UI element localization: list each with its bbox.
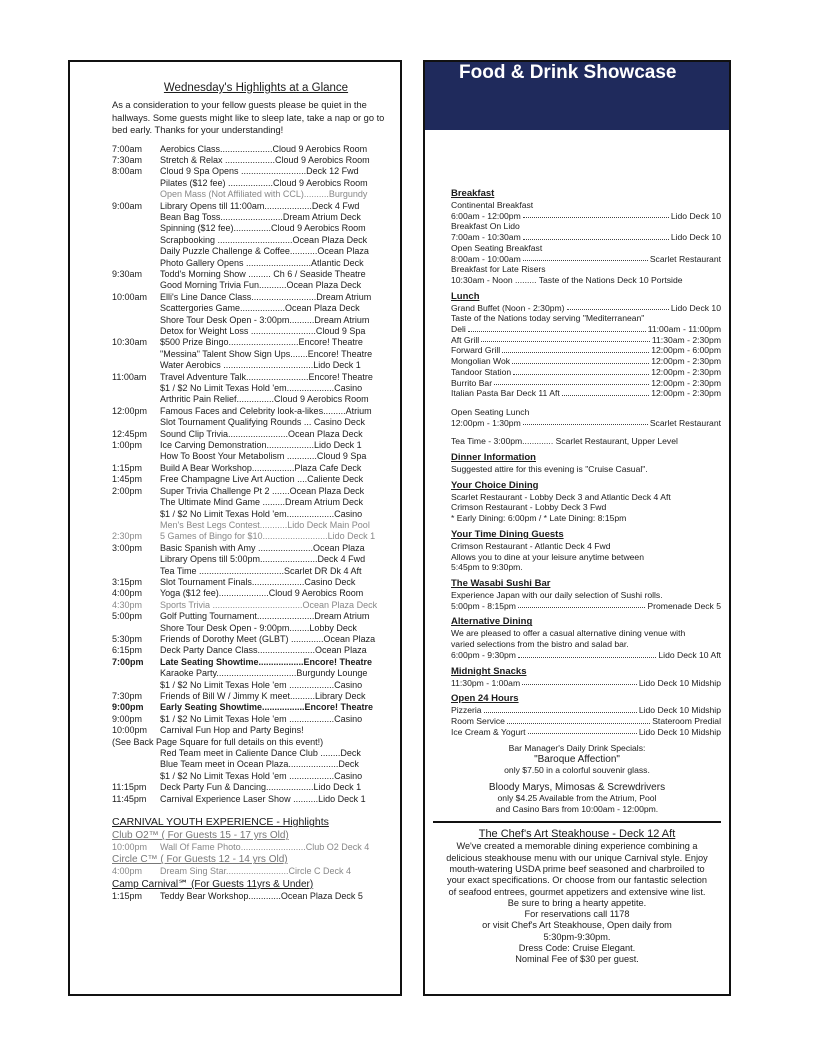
steakhouse-fee: Nominal Fee of $30 per guest. [515,954,639,965]
event-text: The Ultimate Mind Game .........Dream Atrium Deck [160,497,364,508]
event-time: 11:00am [112,371,147,382]
schedule-row [112,691,400,702]
event-time: 7:00pm [112,656,144,667]
section-text: Continental Breakfast [451,200,534,210]
section-line [451,335,721,346]
event-time [112,189,160,200]
event-time [112,771,160,782]
event-time [112,520,160,531]
event-text: Photo Gallery Opens ..........................Atlantic Deck [160,257,364,268]
schedule-row [112,212,400,223]
schedule-row [112,520,400,531]
schedule-row [112,566,400,577]
line-label: 11:30pm - 1:00am [451,677,521,688]
event-time: 9:00am [112,200,143,211]
section-line [451,303,721,314]
section-line [451,232,721,243]
line-value: Lido Deck 10 Midship [638,705,721,716]
schedule-row [112,842,400,853]
event-text: Free Champagne Live Art Auction ....Caliente Deck [160,474,364,485]
schedule-row [112,782,400,793]
schedule-row [112,280,400,291]
schedule-row [112,531,400,542]
event-text: Dream Sing Star.........................Circle C Deck 4 [160,866,352,877]
line-label: 6:00am - 12:00pm [451,210,521,221]
schedule-row [112,509,400,520]
event-text: Golf Putting Tournament.......................Dream Atrium [160,611,370,622]
section-title: Lunch [451,290,480,302]
schedule-row [112,668,400,679]
event-text: Carnival Experience Laser Show ..........Lido Deck 1 [160,793,366,804]
event-text: Shore Tour Desk Open - 9:00pm........Lobby Deck [160,622,357,633]
schedule-row [112,451,400,462]
line-value: 12:00pm - 6:00pm [651,345,721,356]
line-label: 6:00pm - 9:30pm [451,649,516,660]
schedule-row [112,611,400,622]
bloody-line-2: and Casino Bars from 10:00am - 12:00pm. [495,804,659,815]
section-line [451,345,721,356]
event-text: Library Opens till 11:00am...................Deck 4 Fwd [160,200,360,211]
section-text: Allows you to dine at your leisure anytime between [451,551,644,562]
section-text: Breakfast for Late Risers [451,264,546,275]
schedule-row [112,623,400,634]
event-text: Sound Clip Trivia........................Ocean Plaza Deck [160,428,363,439]
event-time: 11:15pm [112,782,147,793]
section-line [451,211,721,222]
schedule-row [112,771,400,782]
schedule-row [112,372,400,383]
line-value: Lido Deck 10 [670,210,721,221]
event-time [112,759,160,770]
event-time [112,748,160,759]
food-drink-panel [423,60,731,996]
event-time: 5:00pm [112,611,143,622]
schedule-row [112,246,400,257]
event-time: 7:30pm [112,691,143,701]
schedule-row [112,429,400,440]
event-text: Daily Puzzle Challenge & Coffee...........Ocean Plaza [160,246,369,257]
section-line [451,727,721,738]
schedule-row [112,486,400,497]
line-value: Lido Deck 10 Midship [638,726,721,737]
event-text: Aerobics Class.....................Cloud 9 Aerobics Room [160,143,368,154]
event-text: Stretch & Relax ....................Cloud 9 Aerobics Room [160,154,370,165]
section-text: Experience Japan with our daily selection of Sushi rolls. [451,589,663,600]
line-value: 11:30am - 2:30pm [651,334,721,345]
event-time [112,212,160,223]
event-text: Super Trivia Challenge Pt 2 .......Ocean Plaza Deck [160,485,365,496]
event-text: Detox for Weight Loss ..........................Cloud 9 Spa [160,326,366,336]
schedule-row [112,748,400,759]
event-time [112,235,160,246]
event-time: 9:00pm [112,713,143,724]
line-value: Lido Deck 10 [670,232,721,243]
schedule-row [112,417,400,428]
section-line [451,378,721,389]
line-label: 8:00am - 10:00am [451,253,521,264]
schedule-row [112,588,400,599]
line-value: Lido Deck 10 Midship [638,677,721,688]
event-text: Library Opens till 5:00pm.......................Deck 4 Fwd [160,554,366,565]
highlights-intro: As a consideration to your fellow guests please be quiet in the hallways. Some guests might like to sleep late, take a nap or go to bed early. Thanks for your understanding! [112,100,385,135]
schedule-row [112,406,400,417]
schedule-row [112,474,400,485]
schedule-row [112,223,400,234]
event-time: 10:00pm [112,725,148,736]
event-text: Slot Tournament Qualifying Rounds ... Casino Deck [160,417,365,428]
event-text: Open Mass (Not Affiliated with CCL)..........Burgundy [160,189,368,200]
section-text: Open Seating Breakfast [451,242,543,253]
line-label: 7:00am - 10:30am [451,232,521,243]
event-time: 5:30pm [112,633,143,644]
schedule-row [112,303,400,314]
event-time: 2:00pm [112,485,143,496]
section-title: Open 24 Hours [451,693,519,705]
section-text: 5:45pm to 9:30pm. [451,562,523,573]
event-time: 4:30pm [112,599,143,610]
line-label: Room Service [451,715,505,726]
drink-price: only $7.50 in a colorful souvenir glass. [504,765,650,776]
schedule-row [112,702,400,713]
line-label: Grand Buffet (Noon - 2:30pm) [451,302,565,313]
event-text: Carnival Fun Hop and Party Begins! [160,725,304,736]
event-time: 8:00am [112,166,143,177]
section-line [451,254,721,265]
schedule-row [112,600,400,611]
event-time [112,394,160,405]
line-value: 12:00pm - 2:30pm [651,377,721,388]
event-time: 10:00pm [112,842,148,853]
line-value: 12:00pm - 2:30pm [651,388,721,399]
line-value: 11:00am - 11:00pm [647,324,721,335]
event-time [112,509,160,520]
event-time: 3:15pm [112,576,143,587]
schedule-row [112,543,400,554]
schedule-row [112,201,400,212]
steakhouse-visit: or visit Chef's Art Steakhouse, Open daily from [482,920,672,931]
event-text: $1 / $2 No Limit Texas Hold 'em...................Casino [160,508,363,519]
line-label: 5:00pm - 8:15pm [451,600,516,611]
steakhouse-reservations: For reservations call 1178 [524,909,630,920]
event-time: 10:00am [112,291,148,302]
showcase-header-band [425,62,729,130]
section-line [451,678,721,689]
event-text: Red Team meet in Caliente Dance Club ........Deck [160,748,361,759]
section-line [451,705,721,716]
event-text: Ice Carving Demonstration...................Lido Deck 1 [160,440,362,451]
event-text: Todd's Morning Show ......... Ch 6 / Seaside Theatre [160,268,366,279]
event-text: Spinning ($12 fee)...............Cloud 9 Aerobics Room [160,223,366,234]
line-label: Tandoor Station [451,366,512,377]
section-title: Alternative Dining [451,616,533,628]
schedule-row [112,725,400,736]
steakhouse-hours: 5:30pm-9:30pm. [543,931,611,942]
line-label: Italian Pasta Bar Deck 11 Aft [451,388,560,399]
event-time [112,554,160,565]
event-time: 4:00pm [112,588,143,599]
showcase-title: Food & Drink Showcase [459,62,677,83]
section-text: Suggested attire for this evening is "Cruise Casual". [451,464,648,475]
line-label: Mongolian Wok [451,356,511,367]
event-text: Men's Best Legs Contest...........Lido Deck Main Pool [160,519,370,530]
event-time: 10:30am [112,337,148,348]
bloody-title: Bloody Marys, Mimosas & Screwdrivers [488,782,666,794]
schedule-row [112,866,400,877]
schedule-row [112,383,400,394]
schedule-row [112,326,400,337]
section-title: Your Time Dining Guests [451,528,564,540]
section-text: Tea Time - 3:00pm............. Scarlet Restaurant, Upper Level [451,436,678,447]
event-time: 12:00pm [112,405,148,416]
event-time: 6:15pm [112,645,143,656]
event-text: Basic Spanish with Amy ......................Ocean Plaza [160,542,365,553]
event-time: 9:30am [112,268,143,279]
schedule-row [112,315,400,326]
schedule-row [112,440,400,451]
event-text: Friends of Dorothy Meet (GLBT) .............Ocean Plaza [160,633,376,644]
event-text: Friends of Bill W / Jimmy K meet..........Library Deck [160,691,366,701]
event-text: $1 / $2 No Limit Texas Hold 'em ..................Casino [160,770,363,781]
schedule-row [112,794,400,805]
schedule-row [112,657,400,668]
event-time [112,178,160,189]
event-text: Arthritic Pain Relief...............Cloud 9 Aerobics Room [160,394,369,405]
divider [433,821,721,823]
line-value: 12:00pm - 2:30pm [651,366,721,377]
steakhouse-text: We've created a memorable dining experience combining a delicious steakhouse menu with our unique Carnival style. Enjoy mouth-watering USDA prime beef seasoned and charbroiled to your exact specifications. Or choose from our fantastic selection of seafood entrees, gourmet appetizers and extensive wine list. Be sure to bring a hearty appetite. [446,841,708,908]
event-time: 11:45pm [112,793,147,804]
highlights-title: Wednesday's Highlights at a Glance [163,82,349,94]
section-text: Crimson Restaurant - Atlantic Deck 4 Fwd [451,540,611,551]
schedule-row [112,349,400,360]
line-label: Pizzeria [451,705,482,716]
line-value: Stateroom Predial [652,715,721,726]
event-text: 5 Games of Bingo for $10..........................Lido Deck 1 [160,531,376,542]
section-title: Dinner Information [451,452,536,464]
schedule-row [112,497,400,508]
event-time [112,497,160,508]
youth-title: CARNIVAL YOUTH EXPERIENCE - Highlights [112,816,329,829]
line-value: Lido Deck 10 Aft [658,649,721,660]
event-time: 9:00pm [112,702,144,713]
schedule-row [112,155,400,166]
section-line [451,716,721,727]
bar-specials-title: Bar Manager's Daily Drink Specials: [508,743,646,754]
highlights-panel [68,60,402,996]
event-text: Sports Trivia ....................................Ocean Plaza Deck [160,599,378,610]
line-label: Ice Cream & Yogurt [451,726,526,737]
event-time [112,315,160,326]
bloody-line-1: only $4.25 Available from the Atrium, Pool [497,793,657,804]
event-time: 2:30pm [112,531,143,542]
schedule-row [112,269,400,280]
schedule-row [112,258,400,269]
line-label: Forward Grill [451,345,501,356]
event-time [112,258,160,269]
line-label: Deli [451,324,466,335]
event-text: $1 / $2 No Limit Texas Hold 'em...................Casino [160,383,363,394]
line-value: Lido Deck 10 [670,302,721,313]
event-time [112,360,160,371]
event-time [112,349,160,360]
section-title: Breakfast [451,188,495,199]
schedule-note: (See Back Page Square for full details on this event!) [112,736,324,747]
drink-name: "Baroque Affection" [534,754,620,766]
schedule-row [112,189,400,200]
event-time [112,566,160,577]
section-line [451,601,721,612]
schedule-row [112,714,400,725]
event-text: Tea Time ..................................Scarlet DR Dk 4 Aft [160,565,362,576]
section-text: varied selections from the bistro and salad bar. [451,639,629,650]
schedule-list [112,144,400,806]
schedule-row [112,891,400,902]
event-text: $1 / $2 No Limit Texas Hole 'em ..................Casino [160,713,363,724]
section-title: Your Choice Dining [451,479,539,491]
schedule-row [112,360,400,371]
section-text: Taste of the Nations today serving "Mediterranean" [451,313,645,324]
event-text: "Messina" Talent Show Sign Ups.......Encore! Theatre [160,348,373,359]
event-text: Scrapbooking ..............................Ocean Plaza Deck [160,234,368,245]
steakhouse-title: The Chef's Art Steakhouse - Deck 12 Aft [478,828,676,841]
event-time: 3:00pm [112,542,143,553]
section-line [451,388,721,399]
event-time [112,668,160,679]
event-text: Famous Faces and Celebrity look-a-likes.........Atrium [160,405,372,416]
circle-c-heading: Circle C™ ( For Guests 12 - 14 yrs Old) [112,854,288,866]
event-text: Scattergories Game..................Ocean Plaza Deck [160,303,360,314]
steakhouse-box [433,827,721,965]
event-text: Water Aerobics ....................................Lido Deck 1 [160,360,361,371]
steakhouse-dress-code: Dress Code: Cruise Elegant. [518,942,636,953]
event-time [112,280,160,291]
event-time: 7:30am [112,154,143,165]
section-line [451,650,721,661]
event-text: Teddy Bear Workshop.............Ocean Plaza Deck 5 [160,890,363,901]
event-time [112,623,160,634]
section-line [451,367,721,378]
event-time [112,223,160,234]
event-text: Early Seating Showtime.................Encore! Theatre [160,702,374,713]
event-text: Cloud 9 Spa Opens ..........................Deck 12 Fwd [160,166,359,177]
event-time: 1:45pm [112,474,143,485]
line-value: Promenade Deck 5 [647,600,721,611]
event-text: Late Seating Showtime..................Encore! Theatre [160,656,373,667]
line-label: 12:00pm - 1:30pm [451,417,521,428]
event-text: Pilates ($12 fee) ..................Cloud 9 Aerobics Room [160,177,368,188]
schedule-row [112,292,400,303]
event-time [112,246,160,257]
section-title: The Wasabi Sushi Bar [451,577,551,589]
event-text: Shore Tour Desk Open - 3:00pm..........Dream Atrium [160,314,370,325]
section-text: 10:30am - Noon ......... Taste of the Nations Deck 10 Portside [451,274,683,285]
event-time: 1:15pm [112,890,143,901]
section-line [451,418,721,429]
schedule-row [112,577,400,588]
schedule-row [112,759,400,770]
event-time: 12:45pm [112,428,148,439]
event-text: Blue Team meet in Ocean Plaza....................Deck [160,759,359,770]
event-text: Bean Bag Toss.........................Dream Atrium Deck [160,211,361,222]
event-text: $1 / $2 No Limit Texas Hole 'em ..................Casino [160,679,363,690]
club-o2-heading: Club O2™ ( For Guests 15 - 17 yrs Old) [112,830,289,842]
line-label: Aft Grill [451,334,480,345]
event-text: How To Boost Your Metabolism ............Cloud 9 Spa [160,451,367,462]
schedule-row [112,166,400,177]
camp-carnival-heading: Camp Carnival℠ (For Guests 11yrs & Under) [112,878,314,890]
section-text: * Early Dining: 6:00pm / * Late Dining: 8:15pm [451,513,627,524]
schedule-row [112,645,400,656]
section-text: Crimson Restaurant - Lobby Deck 3 Fwd [451,502,607,513]
line-value: Scarlet Restaurant [649,417,721,428]
schedule-row [112,235,400,246]
schedule-row [112,178,400,189]
section-text: We are pleased to offer a casual alternative dining venue with [451,628,686,639]
event-text: Yoga ($12 fee)....................Cloud 9 Aerobics Room [160,588,364,599]
section-text: Open Seating Lunch [451,406,530,417]
event-text: Deck Party Fun & Dancing...................Lido Deck 1 [160,782,362,793]
section-title: Midnight Snacks [451,665,527,677]
section-line [451,324,721,335]
event-text: Wall Of Fame Photo..........................Club O2 Deck 4 [160,842,370,853]
line-value: 12:00pm - 2:30pm [651,356,721,367]
event-text: Karaoke Party................................Burgundy Lounge [160,668,368,679]
schedule-row [112,554,400,565]
event-text: Slot Tournament Finals.....................Casino Deck [160,576,356,587]
event-time [112,383,160,394]
schedule-row [112,634,400,645]
event-time [112,417,160,428]
event-time [112,451,160,462]
line-label: Burrito Bar [451,377,493,388]
event-time: 1:00pm [112,440,143,451]
event-text: Deck Party Dance Class.......................Ocean Plaza [160,645,367,656]
schedule-row [112,680,400,691]
schedule-row [112,394,400,405]
event-time [112,680,160,691]
line-value: Scarlet Restaurant [649,253,721,264]
section-text: Scarlet Restaurant - Lobby Deck 3 and Atlantic Deck 4 Aft [451,491,671,502]
event-text: Good Morning Trivia Fun...........Ocean Plaza Deck [160,280,362,291]
event-time [112,303,160,314]
event-text: Travel Adventure Talk.........................Encore! Theatre [160,371,373,382]
schedule-row [112,463,400,474]
event-text: Build A Bear Workshop.................Plaza Cafe Deck [160,462,362,473]
event-time: 4:00pm [112,866,143,877]
section-text: Breakfast On Lido [451,221,520,232]
event-time [112,326,160,337]
showcase-sections [425,130,729,737]
event-text: $500 Prize Bingo............................Encore! Theatre [160,337,363,348]
schedule-row [112,144,400,155]
event-time: 1:15pm [112,462,143,473]
section-line [451,356,721,367]
event-time: 7:00am [112,143,143,154]
schedule-row [112,337,400,348]
event-text: Elli's Line Dance Class..........................Dream Atrium [160,291,372,302]
